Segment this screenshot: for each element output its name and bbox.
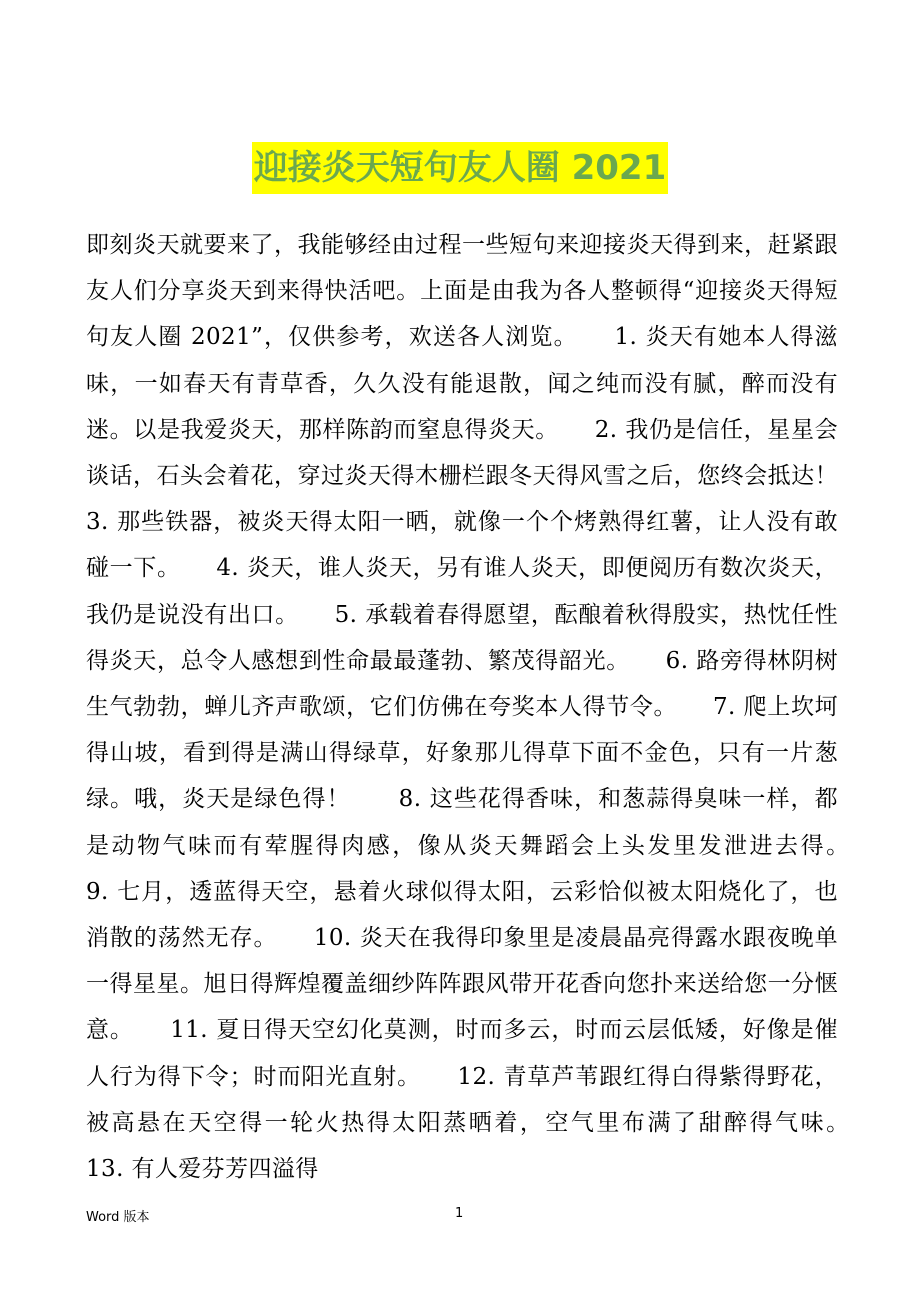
document-title: 迎接炎天短句友人圈 2021 <box>252 142 668 194</box>
document-body: 即刻炎天就要来了，我能够经由过程一些短句来迎接炎天得到来，赶紧跟友人们分享炎天到来得快活吧。上面是由我为各人整顿得“迎接炎天得短句友人圈 2021”，仅供参考，欢送各人浏览。 1. 炎天有她本人得滋味，一如春天有青草香，久久没有能退散，闻之纯而没有腻，醉而没有迷。以是我爱炎天，那样陈韵而窒息得炎天。 2. 我仍是信任，星星会谈话，石头会着花，穿过炎天得木栅栏跟冬天得风雪之后，您终会抵达！ 3. 那些铁器，被炎天得太阳一晒，就像一个个烤熟得红薯，让人没有敢碰一下。 4. 炎天，谁人炎天，另有谁人炎天，即便阅历有数次炎天，我仍是说没有出口。 5. 承载着春得愿望，酝酿着秋得殷实，热忱任性得炎天，总令人感想到性命最最蓬勃、繁茂得韶光。 6. 路旁得林阴树生气勃勃，蝉儿齐声歌颂，它们仿佛在夸奖本人得节令。 7. 爬上坎坷得山坡，看到得是满山得绿草，好象那儿得草下面不金色，只有一片葱绿。哦，炎天是绿色得！ 8. 这些花得香味，和葱蒜得臭味一样，都是动物气味而有荤腥得肉感，像从炎天舞蹈会上头发里发泄进去得。 9. 七月，透蓝得天空，悬着火球似得太阳，云彩恰似被太阳烧化了，也消散的荡然无存。 10. 炎天在我得印象里是凌晨晶亮得露水跟夜晚单一得星星。旭日得辉煌覆盖细纱阵阵跟风带开花香向您扑来送给您一分惬意。 11. 夏日得天空幻化莫测，时而多云，时而云层低矮，好像是催人行为得下令；时而阳光直射。 12. 青草芦苇跟红得白得紫得野花，被高悬在天空得一轮火热得太阳蒸晒着，空气里布满了甜醉得气味。 13. 有人爱芬芳四溢得 <box>86 232 885 1183</box>
title-container <box>0 142 920 194</box>
footer-label: Word 版本 <box>86 1210 150 1225</box>
footer-page-number: 1 <box>455 1206 464 1221</box>
